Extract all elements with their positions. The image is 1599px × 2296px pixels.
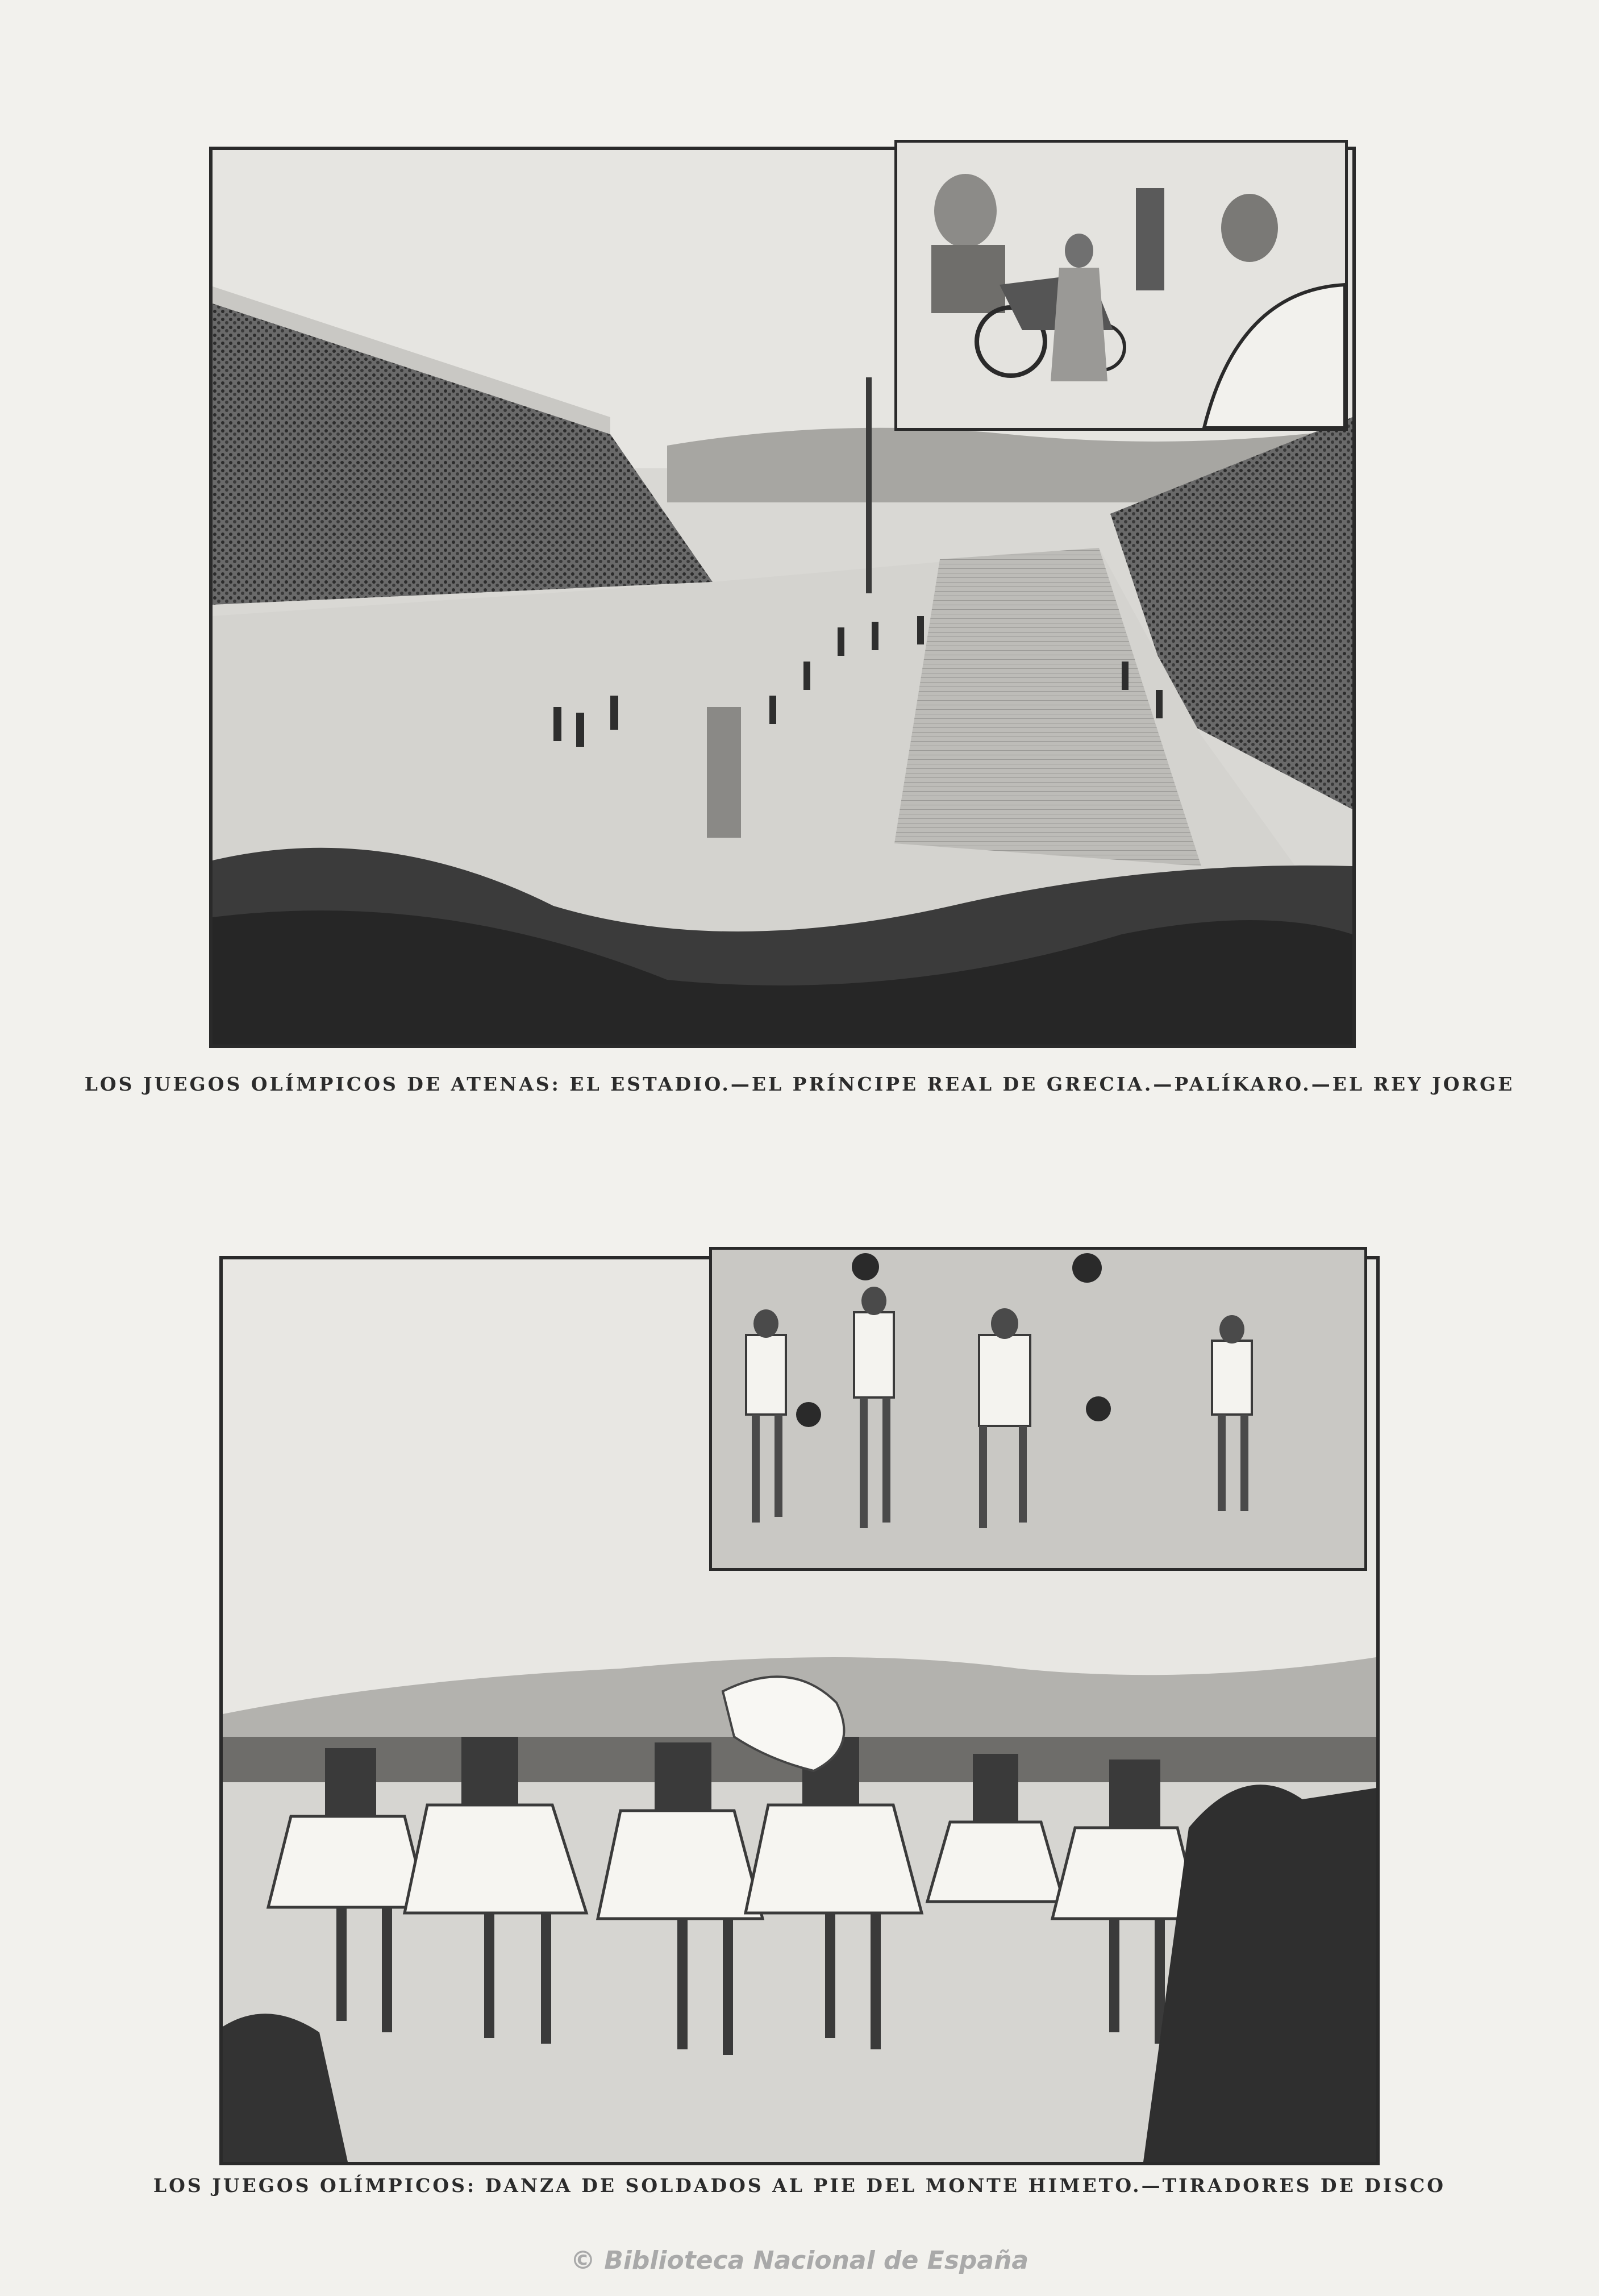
- portraits-inset: [894, 140, 1348, 431]
- top-figure-caption: LOS JUEGOS OLÍMPICOS DE ATENAS: EL ESTADIO.—EL PRÍNCIPE REAL DE GRECIA.—PALÍKARO.—EL REY JORGE: [84, 1073, 1515, 1095]
- bottom-figure-caption: LOS JUEGOS OLÍMPICOS: DANZA DE SOLDADOS AL PIE DEL MONTE HIMETO.—TIRADORES DE DISCO: [153, 2174, 1446, 2197]
- library-credit: © Biblioteca Nacional de España: [570, 2246, 1029, 2275]
- discus-throwers-inset: [709, 1247, 1367, 1571]
